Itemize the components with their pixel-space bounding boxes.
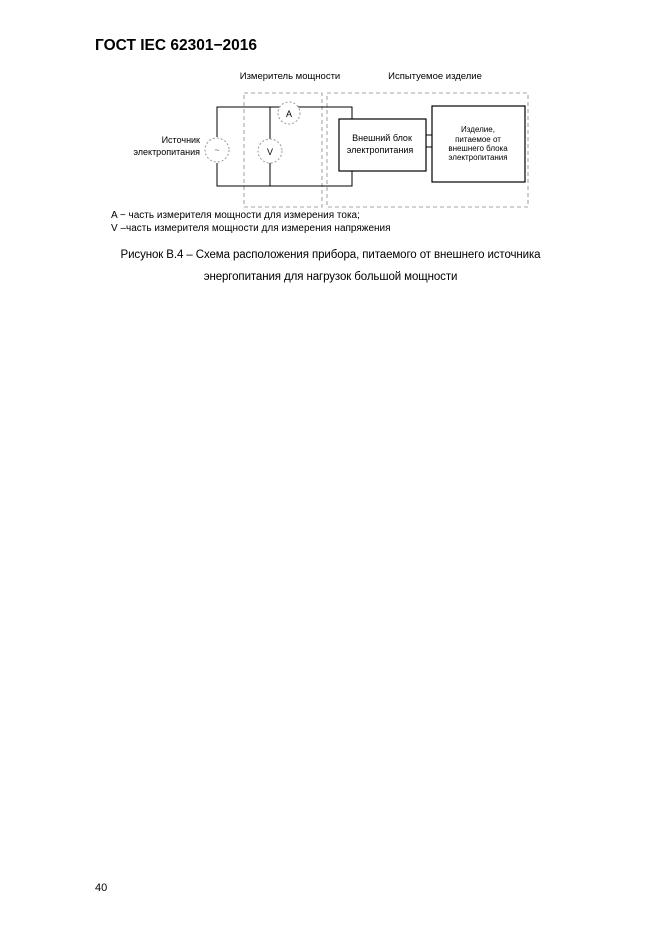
legend-item-v: V –часть измерителя мощности для измерения напряжения xyxy=(111,223,391,234)
figure-caption-line-1: Рисунок В.4 – Схема расположения прибора, питаемого от внешнего источника xyxy=(120,249,541,261)
figure-caption-line-2: энергопитания для нагрузок большой мощности xyxy=(203,271,458,283)
product-label-2: питаемое от xyxy=(455,135,501,144)
svg-text:~: ~ xyxy=(214,145,220,155)
external-psu-label-1: Внешний блок xyxy=(352,133,412,143)
ammeter-label: A xyxy=(285,109,293,119)
source-label-1: Источник xyxy=(161,135,200,145)
dut-label: Испытуемое изделие xyxy=(388,71,482,82)
meter-label: Измеритель мощности xyxy=(239,71,341,82)
voltmeter-label: V xyxy=(266,147,274,157)
document-header: ГОСТ IEC 62301−2016 xyxy=(95,37,258,54)
external-psu-label-2: электропитания xyxy=(346,145,414,155)
source-label-2: электропитания xyxy=(133,147,200,157)
product-label-1: Изделие, xyxy=(461,125,495,134)
page-number: 40 xyxy=(95,882,108,894)
product-label-4: электропитания xyxy=(448,153,508,162)
legend-item-a: A − часть измерителя мощности для измерения тока; xyxy=(111,210,360,221)
product-label-3: внешнего блока xyxy=(448,144,508,153)
